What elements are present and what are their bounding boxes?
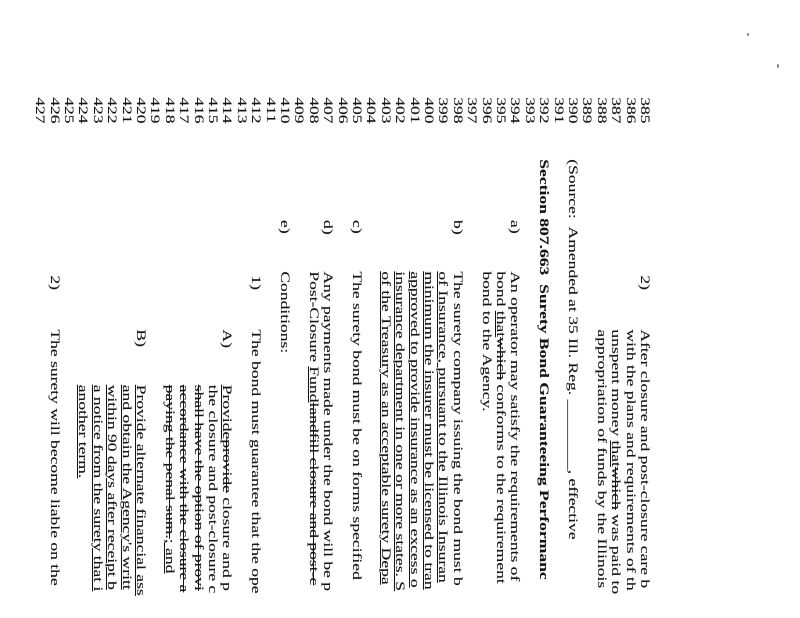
deleted-text: provide [220, 439, 236, 493]
section-heading [537, 159, 551, 579]
document-line [566, 0, 580, 618]
text-run: After closure and post-closure care b [638, 329, 653, 589]
inserted-text: minimum the insurer must be licensed to tran [422, 271, 437, 590]
document-line [522, 0, 536, 618]
list-label: d) [321, 220, 337, 235]
line-text [278, 271, 292, 353]
inserted-text: of the Treasury as an acceptable surety Depa [378, 271, 394, 585]
line-number: 405 [350, 97, 365, 124]
document-line [105, 0, 119, 618]
line-number: 414 [220, 97, 236, 124]
list-label: A) [220, 329, 236, 348]
line-text [422, 271, 436, 589]
line-number: 401 [407, 97, 423, 124]
line-number: 398 [450, 97, 466, 124]
line-text [90, 385, 104, 592]
line-number: 397 [465, 97, 481, 124]
list-label: 2) [47, 275, 63, 291]
document-line [364, 0, 378, 618]
line-text [479, 271, 493, 411]
text-run: with the plans and requirements of th [623, 329, 639, 591]
list-label: 2) [638, 275, 653, 291]
line-number: 400 [422, 97, 437, 124]
line-text [119, 385, 133, 590]
line-text [177, 385, 191, 593]
list-label: a) [508, 220, 524, 234]
text-run: An operator may satisfy the requirements of [508, 271, 524, 582]
document-line [234, 0, 248, 618]
line-number: 388 [594, 97, 610, 124]
inserted-text: approved to provide insurance as an excess o [407, 271, 423, 588]
deleted-text: accordance with the closure a [177, 384, 193, 593]
line-number: 392 [537, 97, 553, 124]
line-text [393, 271, 407, 591]
document-line [580, 0, 594, 618]
document-line [494, 0, 508, 618]
document-line [263, 0, 277, 618]
line-text [105, 385, 119, 590]
text-run: The surety will become liable on the [47, 329, 63, 586]
list-label: c) [350, 220, 365, 234]
text-run: Post-Closure [306, 271, 322, 367]
document-line [508, 0, 522, 618]
inserted-text: a notice from the surety that i [90, 384, 106, 592]
line-number: 423 [90, 97, 106, 124]
inserted-text: Fund [306, 366, 322, 403]
line-number: 413 [234, 97, 250, 124]
document-line [378, 0, 392, 618]
line-number: 394 [508, 97, 524, 124]
document-line [177, 0, 191, 618]
text-run: conforms to the requirement [494, 380, 509, 584]
document-line [551, 0, 565, 618]
text-run: the closure and post-closure c [206, 384, 221, 594]
document-line [465, 0, 479, 618]
text-run: The bond must guarantee that the ope [249, 329, 265, 594]
document-line [191, 0, 205, 618]
line-text [306, 271, 320, 585]
inserted-text: Provide alternate financial ass [134, 384, 149, 596]
line-text [378, 271, 392, 584]
inserted-text: of Insurance, pursuant to the Illinois Insuran [436, 271, 452, 583]
line-number: 386 [623, 97, 639, 124]
text-run: (Source: Amended at 35 Ill. Reg. ________, effective [566, 159, 581, 540]
line-number: 420 [134, 97, 149, 124]
line-number: 399 [436, 97, 452, 124]
line-text [220, 385, 234, 591]
list-label: e) [278, 220, 293, 234]
document-line [306, 0, 320, 618]
list-label: 1) [249, 275, 265, 291]
inserted-text: that [494, 310, 509, 338]
document-line [623, 0, 637, 618]
text-run: bond to the Agency. [479, 271, 495, 412]
line-number: 427 [33, 97, 49, 124]
line-text [76, 385, 90, 479]
deleted-text: which [494, 337, 509, 381]
line-number: 407 [321, 97, 337, 124]
inserted-text: Provide [220, 384, 236, 440]
line-text [249, 329, 263, 593]
line-text [206, 385, 220, 594]
document-line [162, 0, 176, 618]
text-run: Conditions: [278, 271, 293, 354]
list-label: B) [134, 329, 149, 347]
line-number: 396 [479, 97, 495, 124]
line-number: 390 [566, 97, 581, 124]
document-line [638, 0, 652, 618]
line-number: 419 [148, 97, 164, 124]
line-text [162, 385, 176, 574]
document-line [134, 0, 148, 618]
line-text [436, 271, 450, 582]
line-number: 421 [119, 97, 135, 124]
line-number: 411 [263, 97, 279, 123]
line-text [508, 271, 522, 581]
line-number: 408 [306, 97, 322, 124]
document-line [148, 0, 162, 618]
inserted-text: that [609, 440, 625, 467]
line-text [623, 329, 637, 590]
document-line [90, 0, 104, 618]
document-line [479, 0, 493, 618]
document-line [321, 0, 335, 618]
line-text [594, 329, 608, 588]
text-run: The surety bond must be on forms specified [350, 271, 365, 580]
line-text [638, 329, 652, 588]
text-run: Section 807.663 Surety Bond Guaranteeing Performanc [537, 159, 553, 580]
line-number: 416 [191, 97, 207, 124]
document-line [220, 0, 234, 618]
line-number: 406 [335, 97, 351, 124]
deleted-text: landfill closure and post-c [306, 402, 322, 586]
inserted-text: ; and [162, 538, 178, 574]
line-number: 418 [162, 97, 178, 124]
document-line [594, 0, 608, 618]
document-line [335, 0, 349, 618]
document-line [350, 0, 364, 618]
line-number: 403 [378, 97, 394, 124]
text-run: bond [494, 271, 509, 311]
line-number: 412 [249, 97, 265, 124]
line-text [450, 271, 464, 585]
document-line [278, 0, 292, 618]
line-text [134, 385, 148, 596]
line-text [494, 271, 508, 583]
line-number: 417 [177, 97, 193, 124]
document-line [206, 0, 220, 618]
deleted-text: paying the penal sum. [162, 384, 178, 539]
line-text [191, 385, 205, 591]
line-number: 425 [62, 97, 77, 124]
line-text [47, 329, 61, 585]
line-text [350, 271, 364, 580]
list-label: b) [450, 220, 466, 235]
text-run: unspent money [609, 329, 625, 441]
line-number: 391 [551, 97, 567, 124]
line-number: 404 [364, 97, 380, 124]
inserted-text: within 90 days after receipt b [105, 384, 121, 590]
line-number: 410 [278, 97, 293, 124]
line-number: 385 [638, 97, 653, 124]
line-number: 424 [76, 97, 92, 124]
text-run: The surety company issuing the bond must b [450, 271, 466, 586]
document-line [62, 0, 76, 618]
document-line [436, 0, 450, 618]
text-run: closure and p [220, 492, 236, 591]
document-line [609, 0, 623, 618]
deleted-text: which [609, 466, 625, 510]
line-text [566, 159, 580, 539]
document-line [292, 0, 306, 618]
inserted-text: and obtain the Agency's writt [119, 384, 135, 590]
line-text [609, 329, 623, 594]
deleted-text: shall have the option of provi [191, 384, 207, 591]
document-line [249, 0, 263, 618]
line-text [321, 271, 335, 591]
line-number: 409 [292, 97, 308, 124]
document-line [537, 0, 551, 618]
line-number: 387 [609, 97, 625, 124]
document-line [76, 0, 90, 618]
document-line [47, 0, 61, 618]
text-run: Any payments made under the bond will be p [321, 271, 337, 592]
document-line [393, 0, 407, 618]
document-line [450, 0, 464, 618]
line-number: 426 [47, 97, 63, 124]
line-number: 415 [206, 97, 221, 124]
line-number: 402 [393, 97, 409, 124]
line-number: 389 [580, 97, 596, 124]
inserted-text: insurance department in one or more states. S [393, 271, 409, 592]
document-line [422, 0, 436, 618]
text-run: was paid to [609, 509, 625, 595]
text-run: appropriation of funds by the Illinois [594, 329, 610, 589]
line-number: 395 [494, 97, 509, 124]
line-number: 422 [105, 97, 121, 124]
line-number: 393 [522, 97, 538, 124]
document-line [33, 0, 47, 618]
inserted-text: another term. [76, 384, 92, 479]
document-line [119, 0, 133, 618]
line-text [407, 271, 421, 587]
document-line [407, 0, 421, 618]
